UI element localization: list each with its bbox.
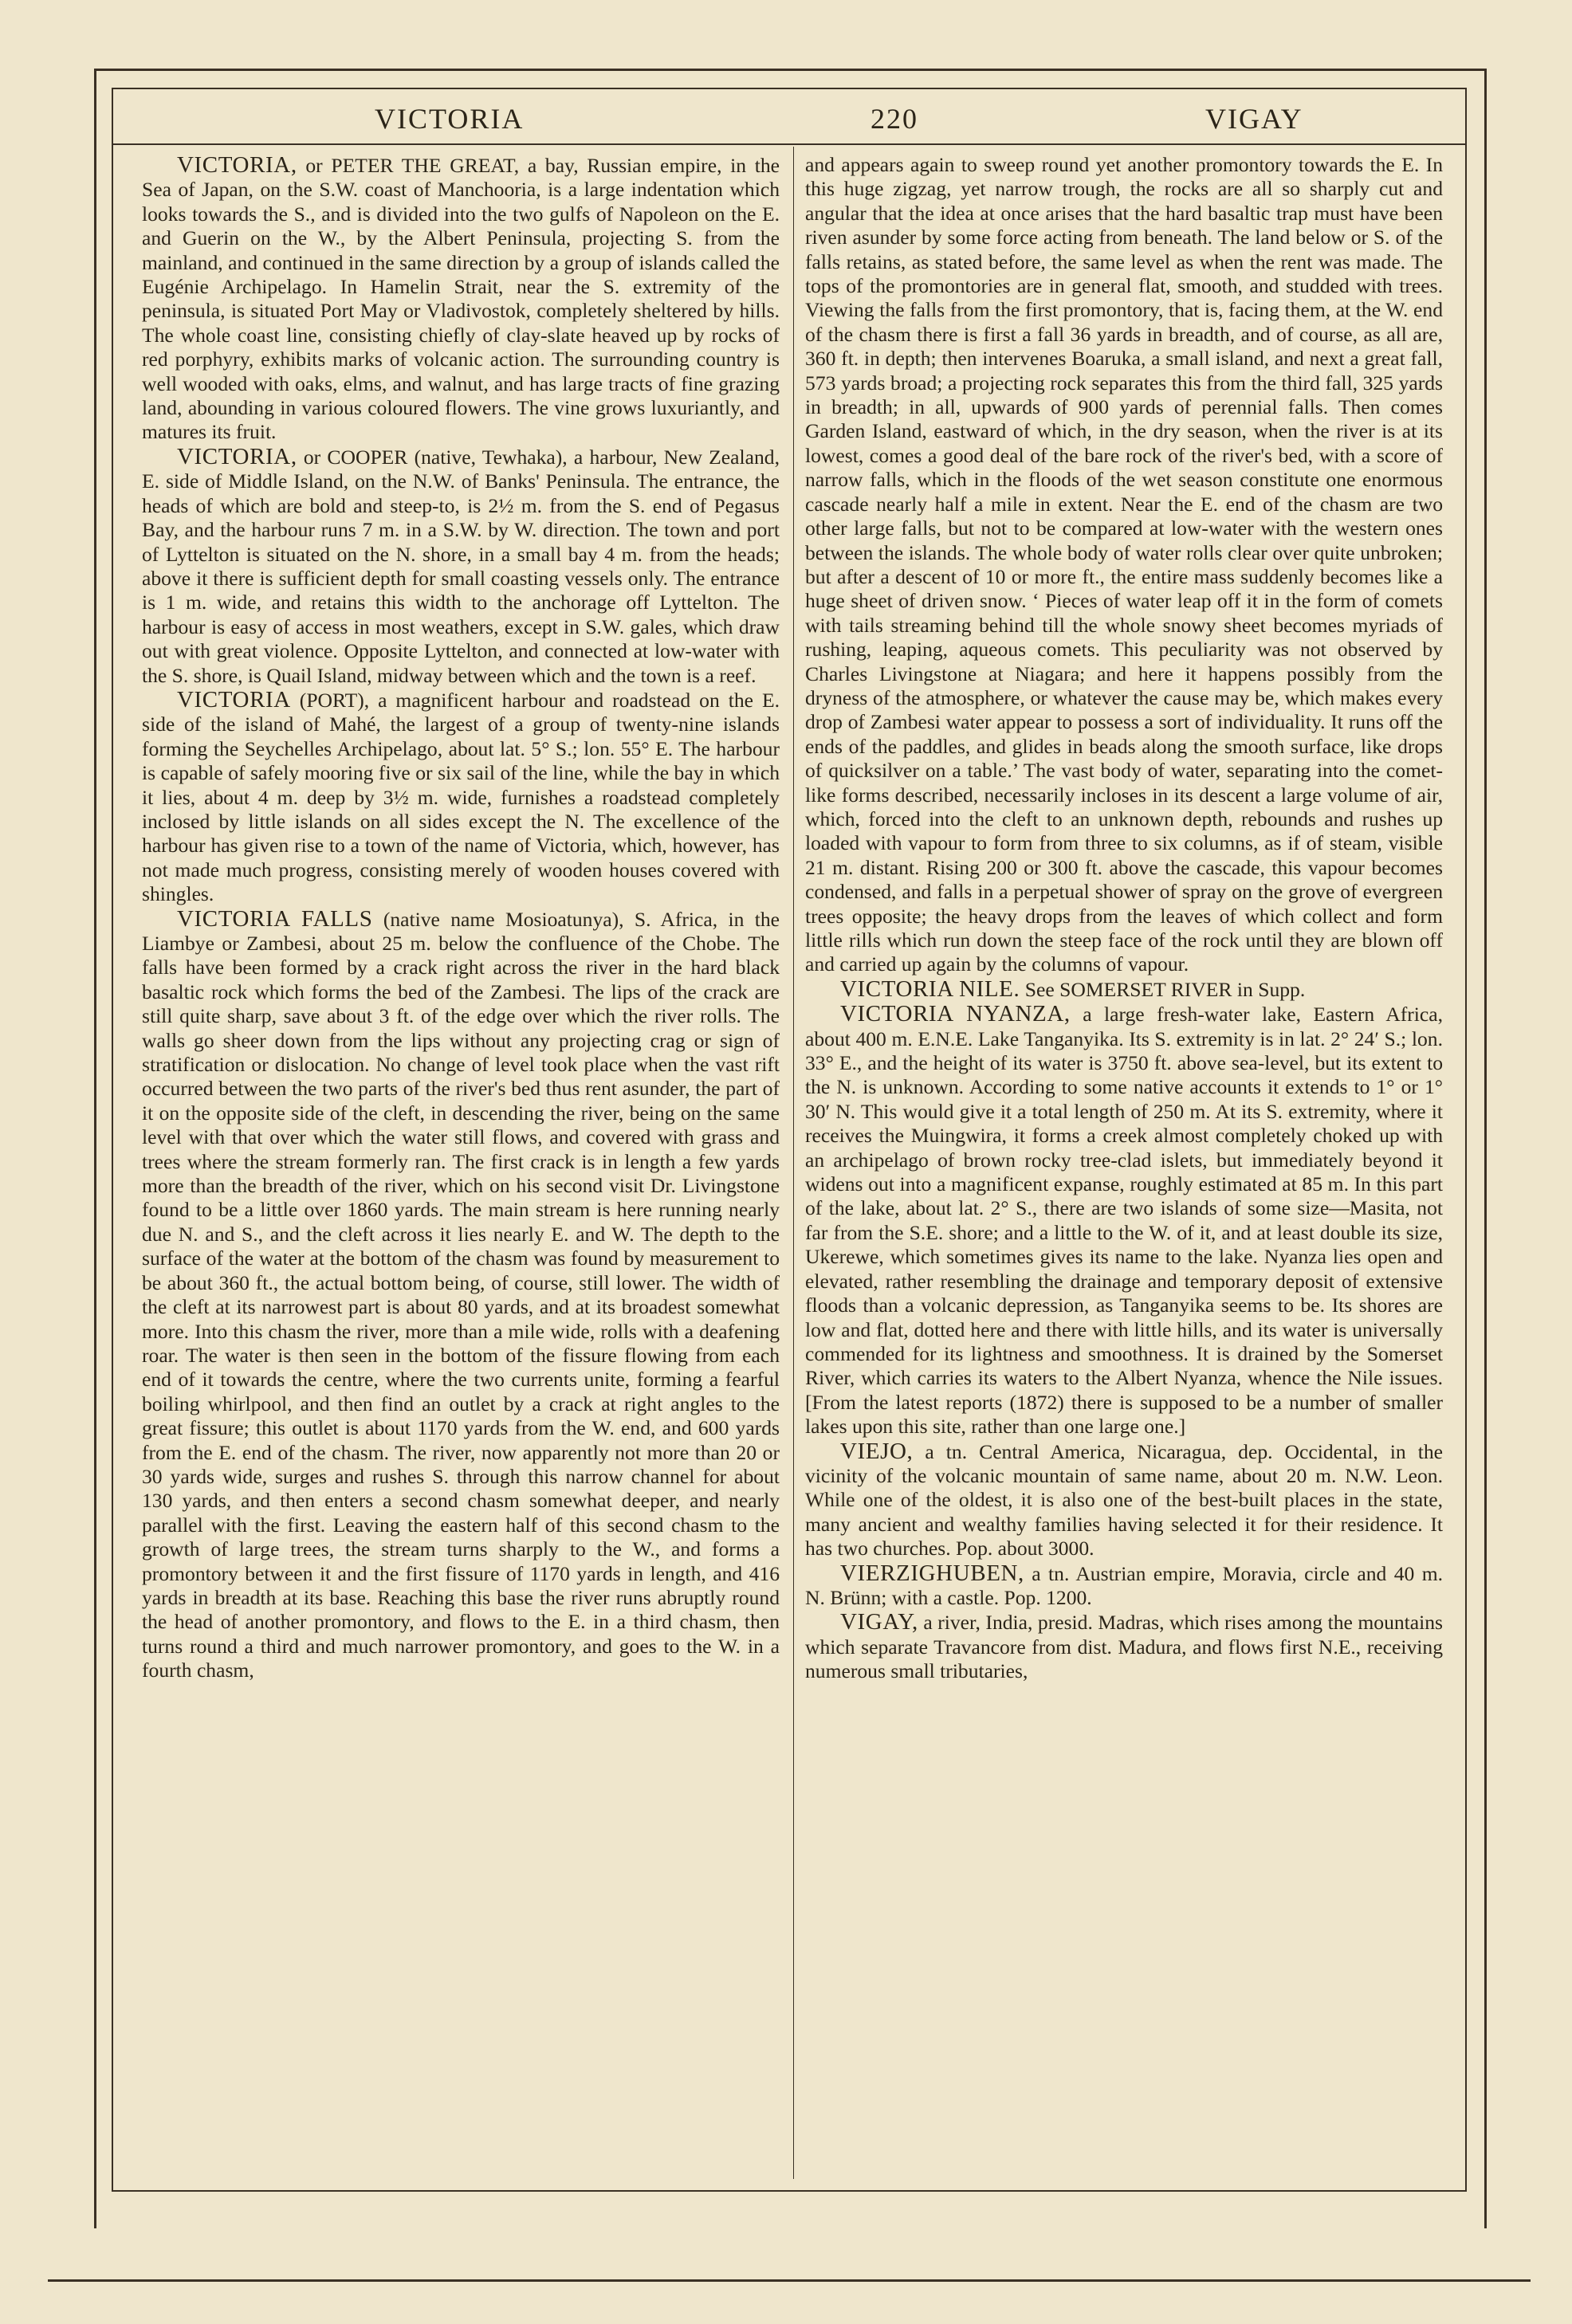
entry — [805, 977, 1443, 1002]
entry-text: (PORT), a magnificent harbour and roadstead on the E. side of the island of Mahé, the largest of a group of twenty-nine islands forming the Seychelles Archipelago, about lat. 5° S.; lon. 55° E. The harbour is capable of safely mooring five or six sail of the line, while the bay in which it lies, about 4 m. deep by 3½ m. wide, furnishes a roadstead completely inclosed by little islands on all sides except the N. The excellence of the harbour has given rise to a town of the name of Victoria, which, however, has not made much progress, consisting merely of wooden houses covered with shingles. — [142, 688, 780, 906]
entry-headword: VICTORIA, — [177, 443, 297, 469]
entry — [142, 153, 780, 445]
bottom-outer-rule — [48, 2279, 1531, 2282]
header-rule — [112, 143, 1467, 145]
entry-text: and appears again to sweep round yet another promontory towards the E. In this huge zigzag, yet narrow trough, the rocks are all so sharply cut and angular that the idea at once arises that the hard basaltic trap must have been riven asunder by some force acting from beneath. The land below or S. of the falls retains, as stated before, the same level as when the rent was made. The tops of the promontories are in general flat, smooth, and studded with trees. Viewing the falls from the first promontory, that is, facing them, at the W. end of the chasm there is first a fall 36 yards in breadth, and of course, as all are, 360 ft. in depth; then intervenes Boaruka, a small island, and next a great fall, 573 yards broad; a projecting rock separates this from the third fall, 325 yards in breadth; in all, upwards of 900 yards of perennial falls. Then comes Garden Island, eastward of which, in the dry season, when the river is at its lowest, comes a good deal of the bare rock of the river's bed, with a score of narrow falls, which in the floods of the wet season constitute one enormous cascade nearly half a mile in extent. Near the E. end of the chasm are two other large falls, but not to be compared at low-water with the western ones between the islands. The whole body of water rolls clear over quite unbroken; but after a descent of 10 or more ft., the entire mass suddenly becomes like a huge sheet of driven snow. ‘ Pieces of water leap off it in the form of comets with tails streaming behind till the whole snowy sheet becomes myriads of rushing, leaping, aqueous comets. This peculiarity was not observed by Charles Livingstone at Niagara; and here it happens possibly from the dryness of the atmosphere, or whatever the cause may be, which makes every drop of Zambesi water appear to possess a sort of individuality. It runs off the ends of the paddles, and glides in beads along the smooth surface, like drops of quicksilver on a table.’ The vast body of water, separating into the comet-like forms described, necessarily incloses in its descent a large volume of air, which, forced into the cleft to an unknown depth, rebounds and rushes up loaded with vapour to form from three to six columns, as if of steam, visible 21 m. distant. Rising 200 or 300 ft. above the cascade, this vapour becomes condensed, and falls in a perpetual shower of spray on the grove of evergreen trees opposite; the heavy drops from the leaves of which collect and form little rills which run down the steep face of the rock until they are blown off and carried up again by the columns of vapour. — [805, 153, 1443, 976]
bottom-inner-rule — [112, 2190, 1467, 2192]
left-column — [142, 153, 780, 2169]
top-inner-rule — [112, 88, 1467, 89]
entry — [805, 1561, 1443, 1611]
right-outer-rule — [1484, 69, 1487, 2228]
entry-headword: VIGAY, — [840, 1609, 918, 1635]
header-right-word: VIGAY — [1205, 103, 1303, 135]
entry — [142, 445, 780, 688]
column-divider — [793, 147, 794, 2179]
entry — [805, 1002, 1443, 1439]
entry-text: a river, India, presid. Madras, which rises among the mountains which separate Travancore from dist. Madura, and flows first N.E., receiving numerous small tributaries, — [805, 1611, 1443, 1683]
entry-text: See SOMERSET RIVER in Supp. — [1020, 977, 1306, 1001]
entry-text: a large fresh-water lake, Eastern Africa, about 400 m. E.N.E. Lake Tanganyika. Its S. extremity is in lat. 2° 24′ S.; lon. 33° E., and the height of its water is 3750 ft. above sea-level, but its extent to the N. is unknown. According to some native accounts it extends to 1° or 1° 30′ N. This would give it a total length of 250 m. At its S. extremity, where it receives the Muingwira, it forms a creek almost completely choked up with an archipelago of brown rocky tree-clad islets, but immediately beyond it widens out into a magnificent expanse, roughly estimated at 85 m. In this part of the lake, about lat. 2° S., there are two islands of some size—Masita, not far from the S.E. shore; and a little to the W. of it, and at least double its size, Ukerewe, which sometimes gives its name to the lake. Nyanza lies open and elevated, rather resembling the drainage and temporary deposit of extensive floods than a volcanic depression, as Tanganyika seems to be. Its shores are low and flat, dotted here and there with little hills, and its water is universally commended for its lightness and smoothness. It is drained by the Somerset River, which carries its waters to the Albert Nyanza, whence the Nile issues. [From the latest reports (1872) there is supposed to be a number of smaller lakes upon this site, rather than one large one.] — [805, 1003, 1443, 1439]
entry-text: or PETER THE GREAT, a bay, Russian empire, in the Sea of Japan, on the S.W. coast of Manchooria, is a large indentation which looks towards the S., and is divided into the two gulfs of Napoleon on the E. and Guerin on the W., by the Albert Peninsula, projecting S. from the mainland, and continued in the same direction by a group of islands called the Eugénie Archipelago. In Hamelin Strait, near the S. extremity of the peninsula, is situated Port May or Vladivostok, completely sheltered by hills. The whole coast line, consisting chiefly of clay-slate heaved up by rocks of red porphyry, exhibits marks of volcanic action. The surrounding country is well wooded with oaks, elms, and walnut, and has large tracts of fine grazing land, abounding in various coloured flowers. The vine grows luxuriantly, and matures its fruit. — [142, 154, 780, 444]
entry-headword: VICTORIA, — [177, 153, 297, 178]
entry-continuation — [805, 153, 1443, 977]
entry-headword: VICTORIA NILE. — [840, 976, 1020, 1002]
running-head — [120, 102, 1459, 140]
entry-text: or COOPER (native, Tewhaka), a harbour, New Zealand, E. side of Middle Island, on the N.W. of Banks' Peninsula. The entrance, the heads of which are bold and steep-to, is 2½ m. from the S. end of Pegasus Bay, and the harbour runs 7 m. in a S.W. by W. direction. The town and port of Lyttelton is situated on the N. shore, in a small bay 4 m. from the heads; above it there is sufficient depth for small coasting vessels only. The entrance is 1 m. wide, and retains this width to the anchorage off Lyttelton. The harbour is easy of access in most weathers, except in S.W. gales, which draw out with great violence. Opposite Lyttelton, and connected at low-water with the S. shore, is Quail Island, midway between which and the town is a reef. — [142, 445, 780, 687]
header-left-word: VICTORIA — [375, 103, 525, 135]
right-inner-rule — [1465, 88, 1467, 2192]
entry-text: a tn. Austrian empire, Moravia, circle and 40 m. N. Brünn; with a castle. Pop. 1200. — [805, 1561, 1443, 1609]
entry-headword: VICTORIA NYANZA, — [840, 1001, 1071, 1027]
page-number: 220 — [870, 103, 918, 135]
right-column — [805, 153, 1443, 2169]
entry-headword: VICTORIA — [177, 686, 291, 713]
top-outer-rule — [94, 69, 1486, 71]
entry — [142, 907, 780, 1683]
entry-text: a tn. Central America, Nicaragua, dep. Occidental, in the vicinity of the volcanic mountain of same name, about 20 m. N.W. Leon. While one of the oldest, it is also one of the best-built places in the state, many ancient and wealthy families having selected it for their residence. It has two churches. Pop. about 3000. — [805, 1439, 1443, 1560]
left-inner-rule — [112, 88, 113, 2192]
entry — [142, 688, 780, 907]
entry — [805, 1610, 1443, 1683]
entry-headword: VICTORIA FALLS — [177, 905, 373, 932]
entry-headword: VIEJO, — [840, 1438, 914, 1464]
entry-text: (native name Mosioatunya), S. Africa, in the Liambye or Zambesi, about 25 m. below the confluence of the Chobe. The falls have been formed by a crack right across the river in the hard black basaltic rock which forms the bed of the Zambesi. The lips of the crack are still quite sharp, save about 3 ft. of the edge over which the river rolls. The walls go sheer down from the lips without any projecting crag or sign of stratification or dislocation. No change of level took place when the vast rift occurred between the two parts of the river's bed thus rent asunder, the part of it on the opposite side of the cleft, in descending the river, being on the same level with that over which the water still flows, and covered with grass and trees where the stream formerly ran. The first crack is in length a few yards more than the breadth of the river, which on his second visit Dr. Livingstone found to be a little over 1860 yards. The main stream is here running nearly due N. and S., and the cleft across it lies nearly E. and W. The depth to the surface of the water at the bottom of the chasm was found by measurement to be about 360 ft., the actual bottom being, of course, still lower. The width of the cleft at its narrowest part is about 80 yards, and at its broadest somewhat more. Into this chasm the river, more than a mile wide, rolls with a deafening roar. The water is then seen in the bottom of the fissure flowing from each end of it towards the centre, where the two currents unite, forming a fearful boiling whirlpool, and then find an outlet by a crack at right angles to the great fissure; this outlet is about 1170 yards from the W. end, and 600 yards from the E. end of the chasm. The river, now apparently not more than 20 or 30 yards wide, surges and rushes S. through this narrow channel for about 130 yards, and then enters a second chasm somewhat deeper, and nearly parallel with the first. Leaving the eastern half of this second chasm to the growth of large trees, the stream turns sharply to the W., and forms a promontory between it and the first fissure of 1170 yards in length, and 416 yards in breadth at its base. Reaching this base the river runs abruptly round the head of another promontory, and flows to the E. in a third chasm, then turns round a third and much narrower promontory, and goes to the W. in a fourth chasm, — [142, 907, 780, 1682]
left-outer-rule — [94, 69, 96, 2228]
entry-headword: VIERZIGHUBEN, — [840, 1560, 1024, 1586]
entry — [805, 1439, 1443, 1561]
